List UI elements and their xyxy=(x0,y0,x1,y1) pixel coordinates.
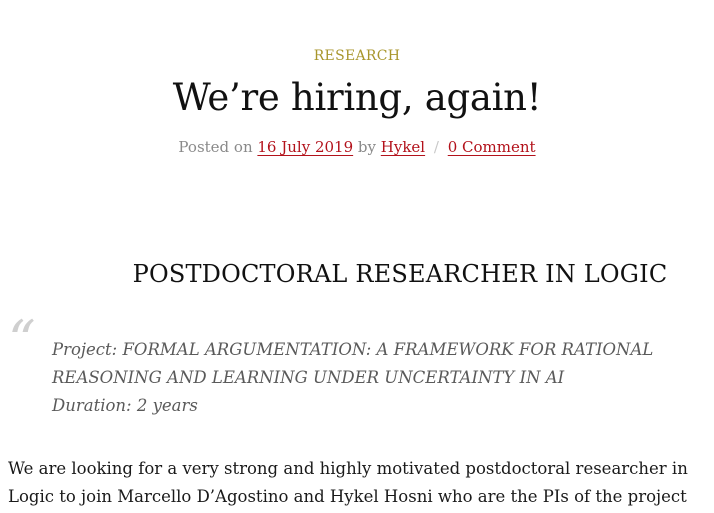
body-line: Logic to join Marcello D’Agostino and Hykel Hosni who are the PIs of the project xyxy=(8,487,687,506)
quote-mark-icon: “ xyxy=(8,309,36,372)
post-date-link[interactable]: 16 July 2019 xyxy=(257,138,354,156)
quote-line: REASONING AND LEARNING UNDER UNCERTAINTY IN AI xyxy=(52,368,565,387)
body-line: We are looking for a very strong and highly motivated postdoctoral researcher in xyxy=(8,459,688,478)
project-blockquote xyxy=(52,336,712,420)
author-link[interactable]: Hykel xyxy=(380,138,426,156)
category-link[interactable]: RESEARCH xyxy=(313,48,401,64)
post-title: We’re hiring, again! xyxy=(172,76,542,119)
comments-link[interactable]: 0 Comment xyxy=(447,138,536,156)
posted-on-label: Posted on xyxy=(178,138,253,156)
body-paragraph xyxy=(8,455,708,511)
by-label: by xyxy=(357,138,376,156)
section-heading: POSTDOCTORAL RESEARCHER IN LOGIC xyxy=(132,260,668,288)
quote-line: Project: FORMAL ARGUMENTATION: A FRAMEWORK FOR RATIONAL xyxy=(52,340,654,359)
quote-line: Duration: 2 years xyxy=(52,396,198,415)
post-meta xyxy=(0,137,714,157)
meta-separator: / xyxy=(433,138,439,156)
